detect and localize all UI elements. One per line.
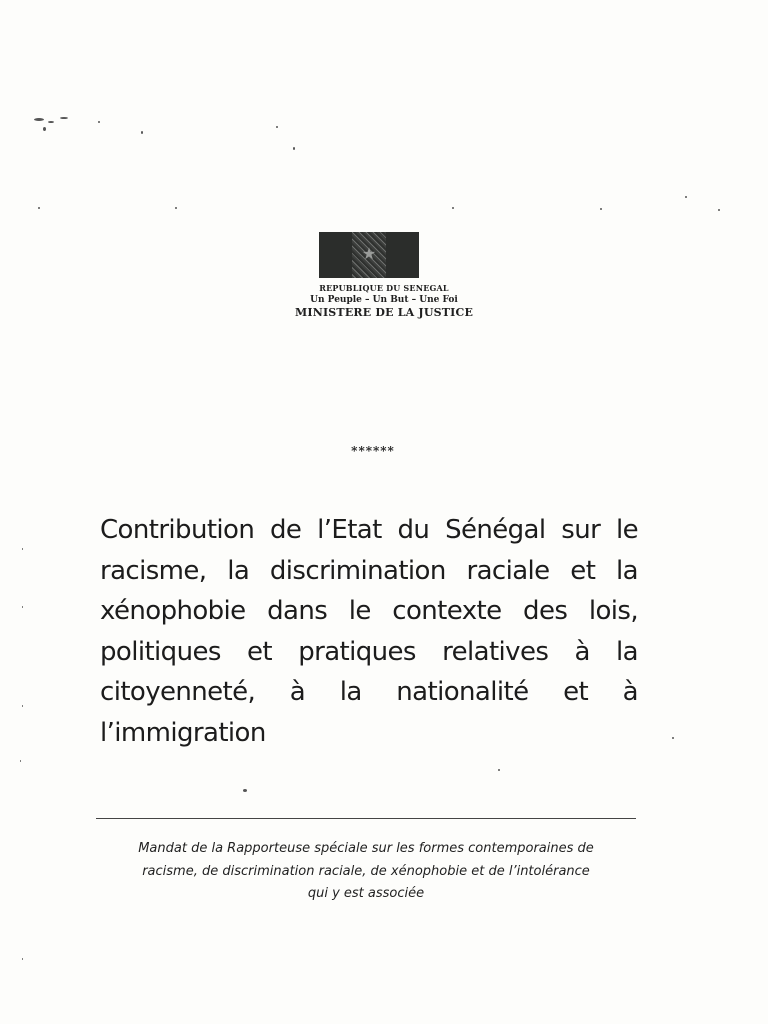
scan-speck (600, 208, 602, 210)
republic-name: REPUBLIQUE DU SENEGAL (319, 283, 449, 293)
scan-speck (718, 209, 720, 211)
mandate-text (96, 838, 636, 906)
scan-speck (175, 207, 177, 209)
letterhead (200, 283, 568, 320)
scan-speck (43, 127, 46, 131)
scan-speck (60, 117, 68, 119)
scan-speck (98, 121, 100, 123)
scan-speck (48, 121, 54, 123)
document-title: Contribution de l’Etat du Sénégal sur le racisme, la discrimination raciale et la xénophobie dans le contexte des lois, politiques et pratiques relatives à la citoyenneté, à la nationalité et à l’immigration (100, 515, 638, 748)
scan-speck (34, 118, 44, 121)
scan-speck (22, 958, 23, 960)
scan-speck (293, 147, 295, 150)
scan-speck (685, 196, 687, 198)
scan-speck (498, 769, 500, 771)
scan-speck (20, 760, 21, 762)
flag-band-right (386, 232, 419, 278)
flag-band-left (319, 232, 352, 278)
scan-speck (276, 126, 278, 128)
senegal-flag-emblem (319, 232, 419, 278)
scan-speck (672, 737, 674, 739)
horizontal-rule (96, 818, 636, 819)
national-motto: Un Peuple – Un But – Une Foi (310, 295, 458, 305)
mandate-line-1: Mandat de la Rapporteuse spéciale sur les formes contemporaines de (138, 841, 594, 856)
scan-speck (22, 548, 23, 550)
scan-speck (141, 131, 143, 134)
scan-speck (22, 606, 23, 608)
scan-speck (22, 705, 23, 707)
mandate-line-2: racisme, de discrimination raciale, de xénophobie et de l’intolérance (142, 863, 590, 879)
flag-band-middle (352, 232, 385, 278)
asterisk-separator: ****** (351, 444, 395, 458)
scan-speck (38, 207, 40, 209)
scan-speck (452, 207, 454, 209)
scan-speck (243, 789, 247, 792)
star-icon: ★ (361, 246, 377, 263)
mandate-line-3: qui y est associée (307, 886, 425, 901)
ministry-name: MINISTERE DE LA JUSTICE (294, 306, 474, 319)
